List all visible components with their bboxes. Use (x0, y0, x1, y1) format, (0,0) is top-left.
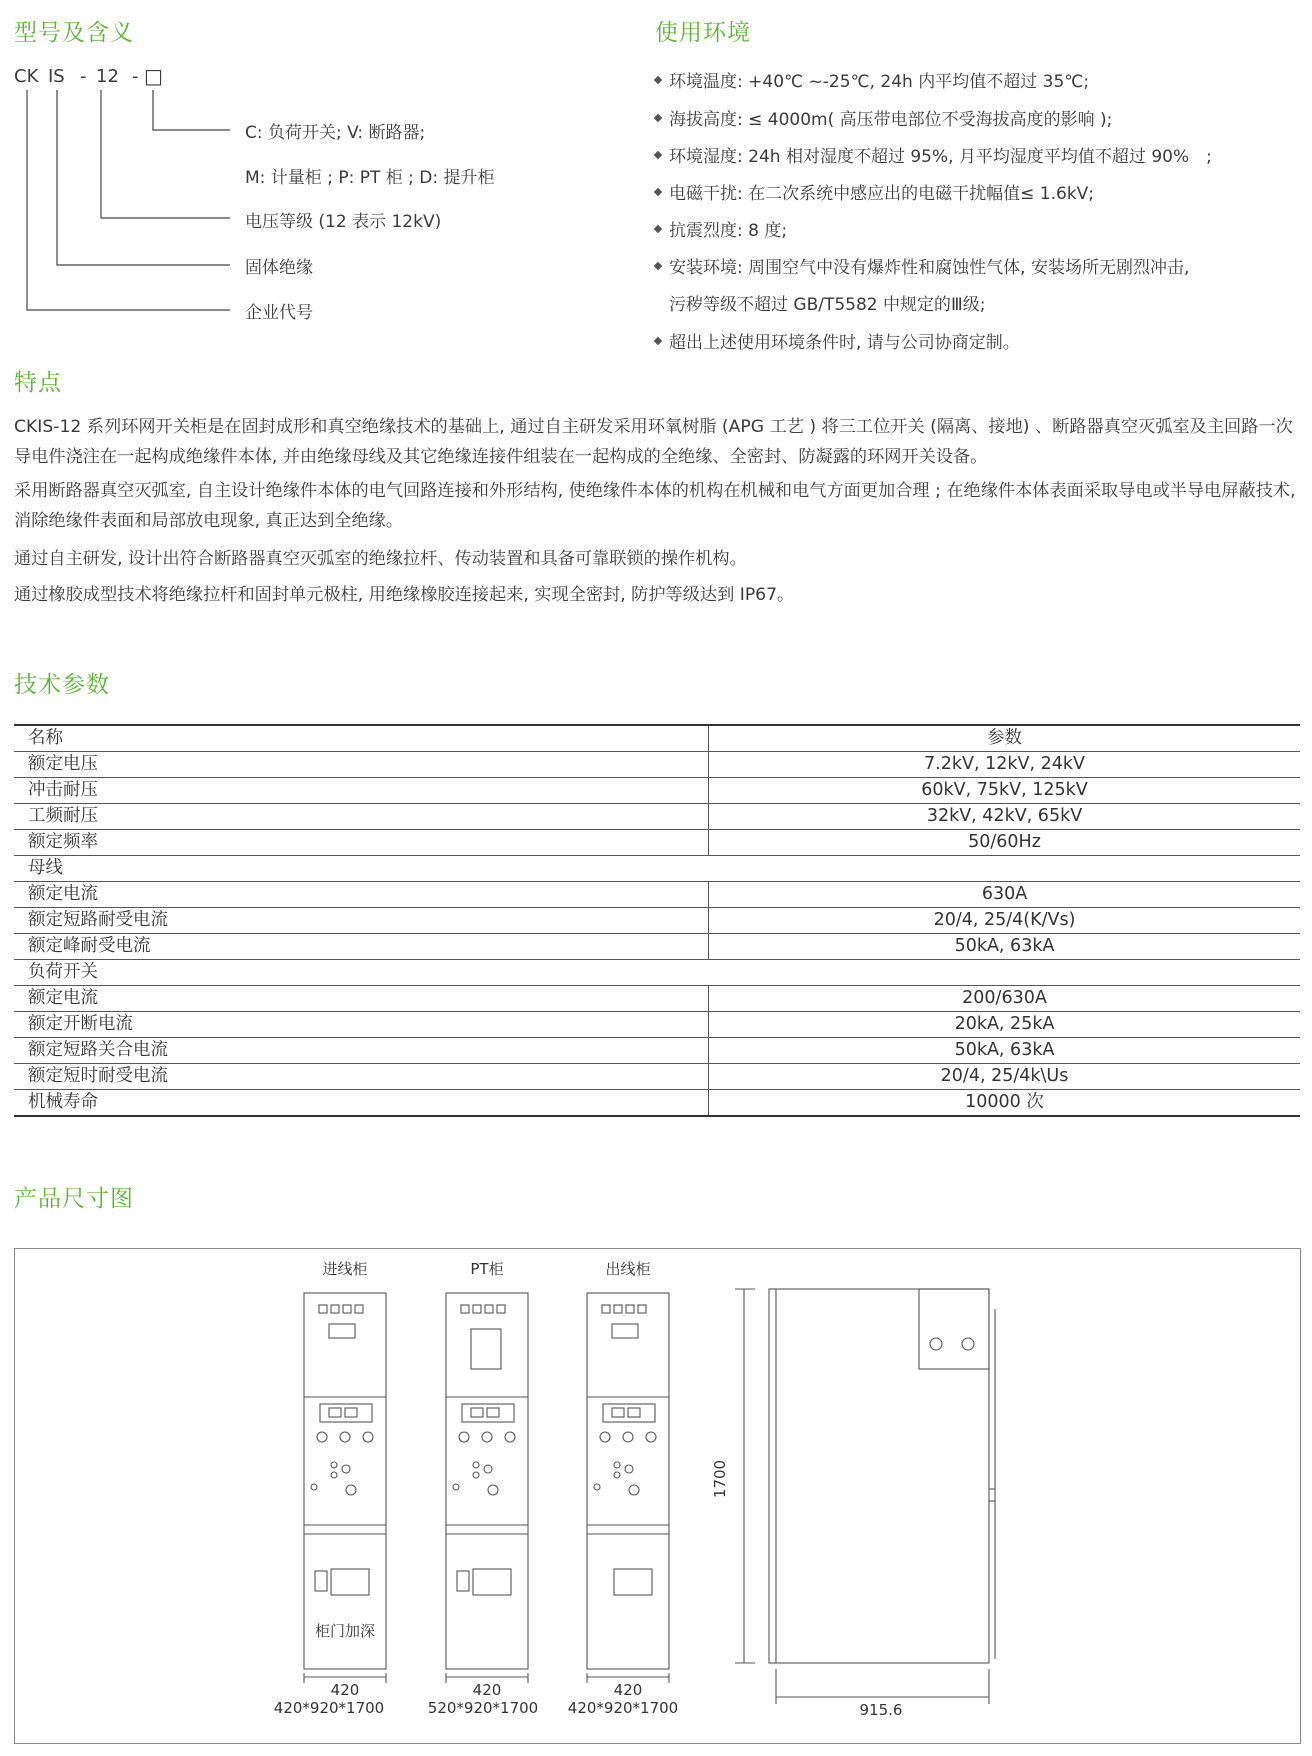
cabinet-label-outgoing: 出线柜 (605, 1260, 651, 1278)
specs-cell-value: 630A (709, 882, 1301, 908)
features-paragraph: CKIS-12 系列环网开关柜是在固封成形和真空绝缘技术的基础上, 通过自主研发采用环氧树脂 (APG 工艺 ) 将三工位开关 (隔离、接地) 、断路器真空灭弧室及主回路一次导电件浇注在一起构成绝缘件本体, 并由绝缘母线及其它绝缘连接件组装在一起构成的全绝缘、全密封、防凝露的环网开关设备。 (14, 417, 1293, 467)
specs-title: 技术参数 (14, 672, 110, 698)
cabinet-outgoing-drawing (587, 1293, 669, 1677)
model-part-voltage: 12 (96, 66, 119, 87)
model-meaning-type: C: 负荷开关; V: 断路器; (245, 123, 426, 143)
specs-cell-name: 额定短路关合电流 (14, 1038, 709, 1064)
cabinet-width-pt: 420 (472, 1681, 502, 1699)
model-part-dash2: - (132, 66, 139, 87)
cabinet-pt-drawing (446, 1293, 528, 1677)
environment-item: 超出上述使用环境条件时, 请与公司协商定制。 (655, 328, 1020, 353)
model-meaning-insulation: 固体绝缘 (245, 258, 313, 278)
environment-item: 抗震烈度: 8 度; (655, 216, 787, 241)
specs-cell-name: 工频耐压 (14, 804, 709, 830)
dimension-drawing-frame (14, 1248, 1301, 1744)
environment-item: 电磁干扰: 在二次系统中感应出的电磁干扰幅值≤ 1.6kV; (655, 179, 1094, 204)
height-dimension-label: 1700 (711, 1459, 729, 1499)
features-paragraph: 通过自主研发, 设计出符合断路器真空灭弧室的绝缘拉杆、传动装置和具备可靠联锁的操作机构。 (14, 549, 747, 569)
specs-row (14, 830, 1300, 856)
specs-cell-name: 额定峰耐受电流 (14, 934, 709, 960)
cabinet-size-pt: 520*920*1700 (427, 1699, 539, 1717)
specs-row (14, 908, 1300, 934)
model-meaning-voltage: 电压等级 (12 表示 12kV) (245, 212, 442, 232)
features-title: 特点 (14, 370, 62, 396)
specs-header-value: 参数 (709, 725, 1301, 752)
specs-row (14, 934, 1300, 960)
model-part-is: IS (48, 66, 65, 87)
specs-cell-value: 50/60Hz (709, 830, 1301, 856)
specs-group-name: 母线 (14, 856, 1300, 882)
specs-row (14, 804, 1300, 830)
environment-item: 环境湿度: 24h 相对湿度不超过 95%, 月平均湿度平均值不超过 90% ; (655, 142, 1212, 167)
cabinet-door-note: 柜门加深 (314, 1622, 376, 1640)
cabinet-incoming-drawing (304, 1293, 386, 1677)
specs-row (14, 986, 1300, 1012)
model-meaning-cabinet: M: 计量柜 ; P: PT 柜 ; D: 提升柜 (245, 168, 495, 188)
specs-cell-value: 7.2kV, 12kV, 24kV (709, 752, 1301, 778)
specs-cell-name: 额定短时耐受电流 (14, 1064, 709, 1090)
specs-header-row (14, 725, 1300, 752)
model-meaning-company: 企业代号 (245, 303, 313, 323)
specs-cell-value: 20kA, 25kA (709, 1012, 1301, 1038)
model-title: 型号及含义 (14, 20, 134, 46)
environment-item-continuation: 污秽等级不超过 GB/T5582 中规定的Ⅲ级; (669, 295, 986, 315)
environment-item: 环境温度: +40℃ ~-25℃, 24h 内平均值不超过 35℃; (655, 67, 1089, 92)
specs-row (14, 1038, 1300, 1064)
cabinet-width-incoming: 420 (330, 1681, 360, 1699)
environment-item: 海拔高度: ≤ 4000m( 高压带电部位不受海拔高度的影响 ); (655, 105, 1112, 130)
specs-cell-name: 机械寿命 (14, 1090, 709, 1117)
specs-cell-value: 60kV, 75kV, 125kV (709, 778, 1301, 804)
cabinet-label-incoming: 进线柜 (322, 1260, 368, 1278)
features-paragraph: 采用断路器真空灭弧室, 自主设计绝缘件本体的电气回路连接和外形结构, 使绝缘件本体的机构在机械和电气方面更加合理 ; 在绝缘件本体表面采取导电或半导电屏蔽技术, 消除绝缘件表面和局部放电现象, 真正达到全绝缘。 (14, 481, 1296, 531)
specs-cell-name: 冲击耐压 (14, 778, 709, 804)
environment-title: 使用环境 (655, 20, 751, 46)
model-part-dash1: - (80, 66, 87, 87)
depth-dimension-label: 915.6 (859, 1701, 903, 1719)
specs-row (14, 882, 1300, 908)
specs-cell-value: 20/4, 25/4k\Us (709, 1064, 1301, 1090)
specs-cell-name: 额定开断电流 (14, 1012, 709, 1038)
specs-table (14, 724, 1300, 1117)
dimensions-title: 产品尺寸图 (14, 1186, 134, 1212)
specs-row (14, 1064, 1300, 1090)
specs-cell-value: 32kV, 42kV, 65kV (709, 804, 1301, 830)
cabinet-label-pt: PT柜 (470, 1260, 504, 1278)
specs-cell-name: 额定电流 (14, 986, 709, 1012)
cabinet-size-incoming: 420*920*1700 (273, 1699, 385, 1717)
side-view-drawing (735, 1289, 995, 1704)
specs-cell-value: 20/4, 25/4(K/Vs) (709, 908, 1301, 934)
specs-group-row (14, 960, 1300, 986)
specs-cell-value: 50kA, 63kA (709, 934, 1301, 960)
specs-cell-value: 50kA, 63kA (709, 1038, 1301, 1064)
specs-cell-name: 额定频率 (14, 830, 709, 856)
specs-cell-name: 额定短路耐受电流 (14, 908, 709, 934)
dimension-drawing (15, 1249, 1300, 1743)
model-part-type: □ (144, 64, 163, 88)
specs-header-name: 名称 (14, 725, 709, 752)
specs-cell-name: 额定电压 (14, 752, 709, 778)
specs-cell-value: 200/630A (709, 986, 1301, 1012)
specs-row (14, 1090, 1300, 1117)
model-part-ck: CK (14, 66, 39, 87)
specs-row (14, 1012, 1300, 1038)
cabinet-width-outgoing: 420 (613, 1681, 643, 1699)
environment-item: 安装环境: 周围空气中没有爆炸性和腐蚀性气体, 安装场所无剧烈冲击, (655, 253, 1189, 278)
specs-row (14, 752, 1300, 778)
specs-row (14, 778, 1300, 804)
specs-group-name: 负荷开关 (14, 960, 1300, 986)
cabinet-size-outgoing: 420*920*1700 (567, 1699, 679, 1717)
specs-cell-name: 额定电流 (14, 882, 709, 908)
specs-cell-value: 10000 次 (709, 1090, 1301, 1117)
features-paragraph: 通过橡胶成型技术将绝缘拉杆和固封单元极柱, 用绝缘橡胶连接起来, 实现全密封, 防护等级达到 IP67。 (14, 585, 795, 605)
specs-group-row (14, 856, 1300, 882)
